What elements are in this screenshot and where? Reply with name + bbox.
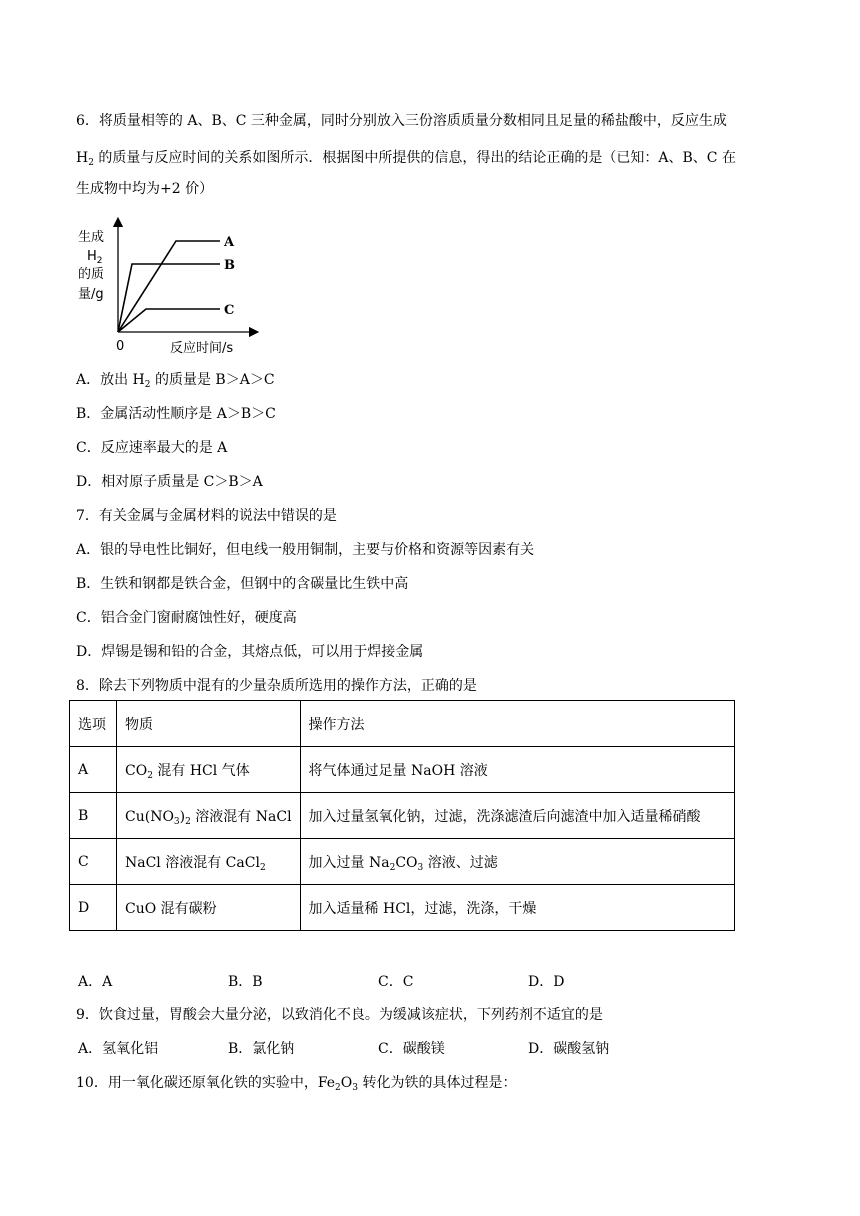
header-method: 操作方法 <box>300 701 734 747</box>
curve-c-label: C <box>224 303 235 318</box>
q9-stem: 9．饮食过量，胃酸会大量分泌，以致消化不良。为缓减该症状，下列药剂不适宜的是 <box>76 1007 603 1023</box>
row-a-option: A <box>70 747 117 793</box>
q8-choice-a: A．A <box>78 974 113 990</box>
row-b-method: 加入过量氢氧化钠，过滤，洗涤滤渣后向滤渣中加入适量稀硝酸 <box>300 793 734 839</box>
row-b-substance: $Cu(NO_3)_2$ 溶液混有 NaCl <box>117 793 301 839</box>
q10-stem: 10．用一氧化碳还原氧化铁的实验中，$Fe_2O_3$ 转化为铁的具体过程是： <box>76 1075 517 1093</box>
table-row <box>70 885 735 931</box>
q6-option-d: D．相对原子质量是 C＞B＞A <box>76 474 263 490</box>
ylabel-line1: 生成 <box>78 230 105 245</box>
ylabel-line4: 量/g <box>78 287 104 302</box>
ylabel-line2: $H_2$ <box>87 249 103 266</box>
q8-choice-d: D．D <box>528 974 565 990</box>
curve-b-label: B <box>224 258 235 273</box>
table-row <box>70 747 735 793</box>
q9-choice-a: A．氢氧化铝 <box>78 1041 159 1057</box>
q8-stem: 8．除去下列物质中混有的少量杂质所选用的操作方法，正确的是 <box>76 678 477 694</box>
q8-choice-c: C．C <box>378 974 414 990</box>
row-d-method: 加入适量稀 HCl，过滤，洗涤，干燥 <box>300 885 734 931</box>
q8-options-table <box>69 700 735 931</box>
curve-a-line <box>118 241 220 332</box>
row-c-option: C <box>70 839 117 885</box>
h2-mass-time-graph <box>74 216 274 362</box>
table-row <box>70 839 735 885</box>
row-d-option: D <box>70 885 117 931</box>
row-c-method: 加入过量 $Na_2CO_3$ 溶液、过滤 <box>300 839 734 885</box>
q7-option-d: D．焊锡是锡和铅的合金，其熔点低，可以用于焊接金属 <box>76 644 424 660</box>
q7-option-c: C．铝合金门窗耐腐蚀性好，硬度高 <box>76 610 297 626</box>
row-a-method: 将气体通过足量 NaOH 溶液 <box>300 747 734 793</box>
curve-c-line <box>118 309 220 332</box>
ylabel-line3: 的质 <box>78 267 105 282</box>
header-option: 选项 <box>70 701 117 747</box>
q7-stem: 7．有关金属与金属材料的说法中错误的是 <box>76 508 337 524</box>
table-row <box>70 793 735 839</box>
origin-label: 0 <box>116 339 125 354</box>
header-substance: 物质 <box>117 701 301 747</box>
xlabel: 反应时间/s <box>170 341 234 356</box>
q8-choice-b: B．B <box>228 974 263 990</box>
row-b-option: B <box>70 793 117 839</box>
q6-option-a: A．放出 $H_2$ 的质量是 B＞A＞C <box>76 372 275 390</box>
q6-stem-line2: $H_2$ 的质量与反应时间的关系如图所示．根据图中所提供的信息，得出的结论正确的是（已知：A、B、C 在 <box>76 150 736 168</box>
q6-stem-line1: 6．将质量相等的 A、B、C 三种金属，同时分别放入三份溶质质量分数相同且足量的稀盐酸中，反应生成 <box>76 113 727 129</box>
q9-choice-c: C．碳酸镁 <box>378 1041 445 1057</box>
q7-option-b: B．生铁和钢都是铁合金，但钢中的含碳量比生铁中高 <box>76 576 409 592</box>
curve-a-label: A <box>224 235 235 250</box>
q9-choice-b: B．氯化钠 <box>228 1041 295 1057</box>
q9-choice-d: D．碳酸氢钠 <box>528 1041 610 1057</box>
q6-stem-line3: 生成物中均为+2 价） <box>76 181 214 197</box>
q7-option-a: A．银的导电性比铜好，但电线一般用铜制，主要与价格和资源等因素有关 <box>76 542 535 558</box>
q6-option-b: B．金属活动性顺序是 A＞B＞C <box>76 406 276 422</box>
table-header-row <box>70 701 735 747</box>
row-a-substance: $CO_2$ 混有 HCl 气体 <box>117 747 301 793</box>
row-c-substance: NaCl 溶液混有 CaCl$_2$ <box>117 839 301 885</box>
row-d-substance: CuO 混有碳粉 <box>117 885 301 931</box>
q6-option-c: C．反应速率最大的是 A <box>76 440 228 456</box>
curve-b-line <box>118 264 220 332</box>
